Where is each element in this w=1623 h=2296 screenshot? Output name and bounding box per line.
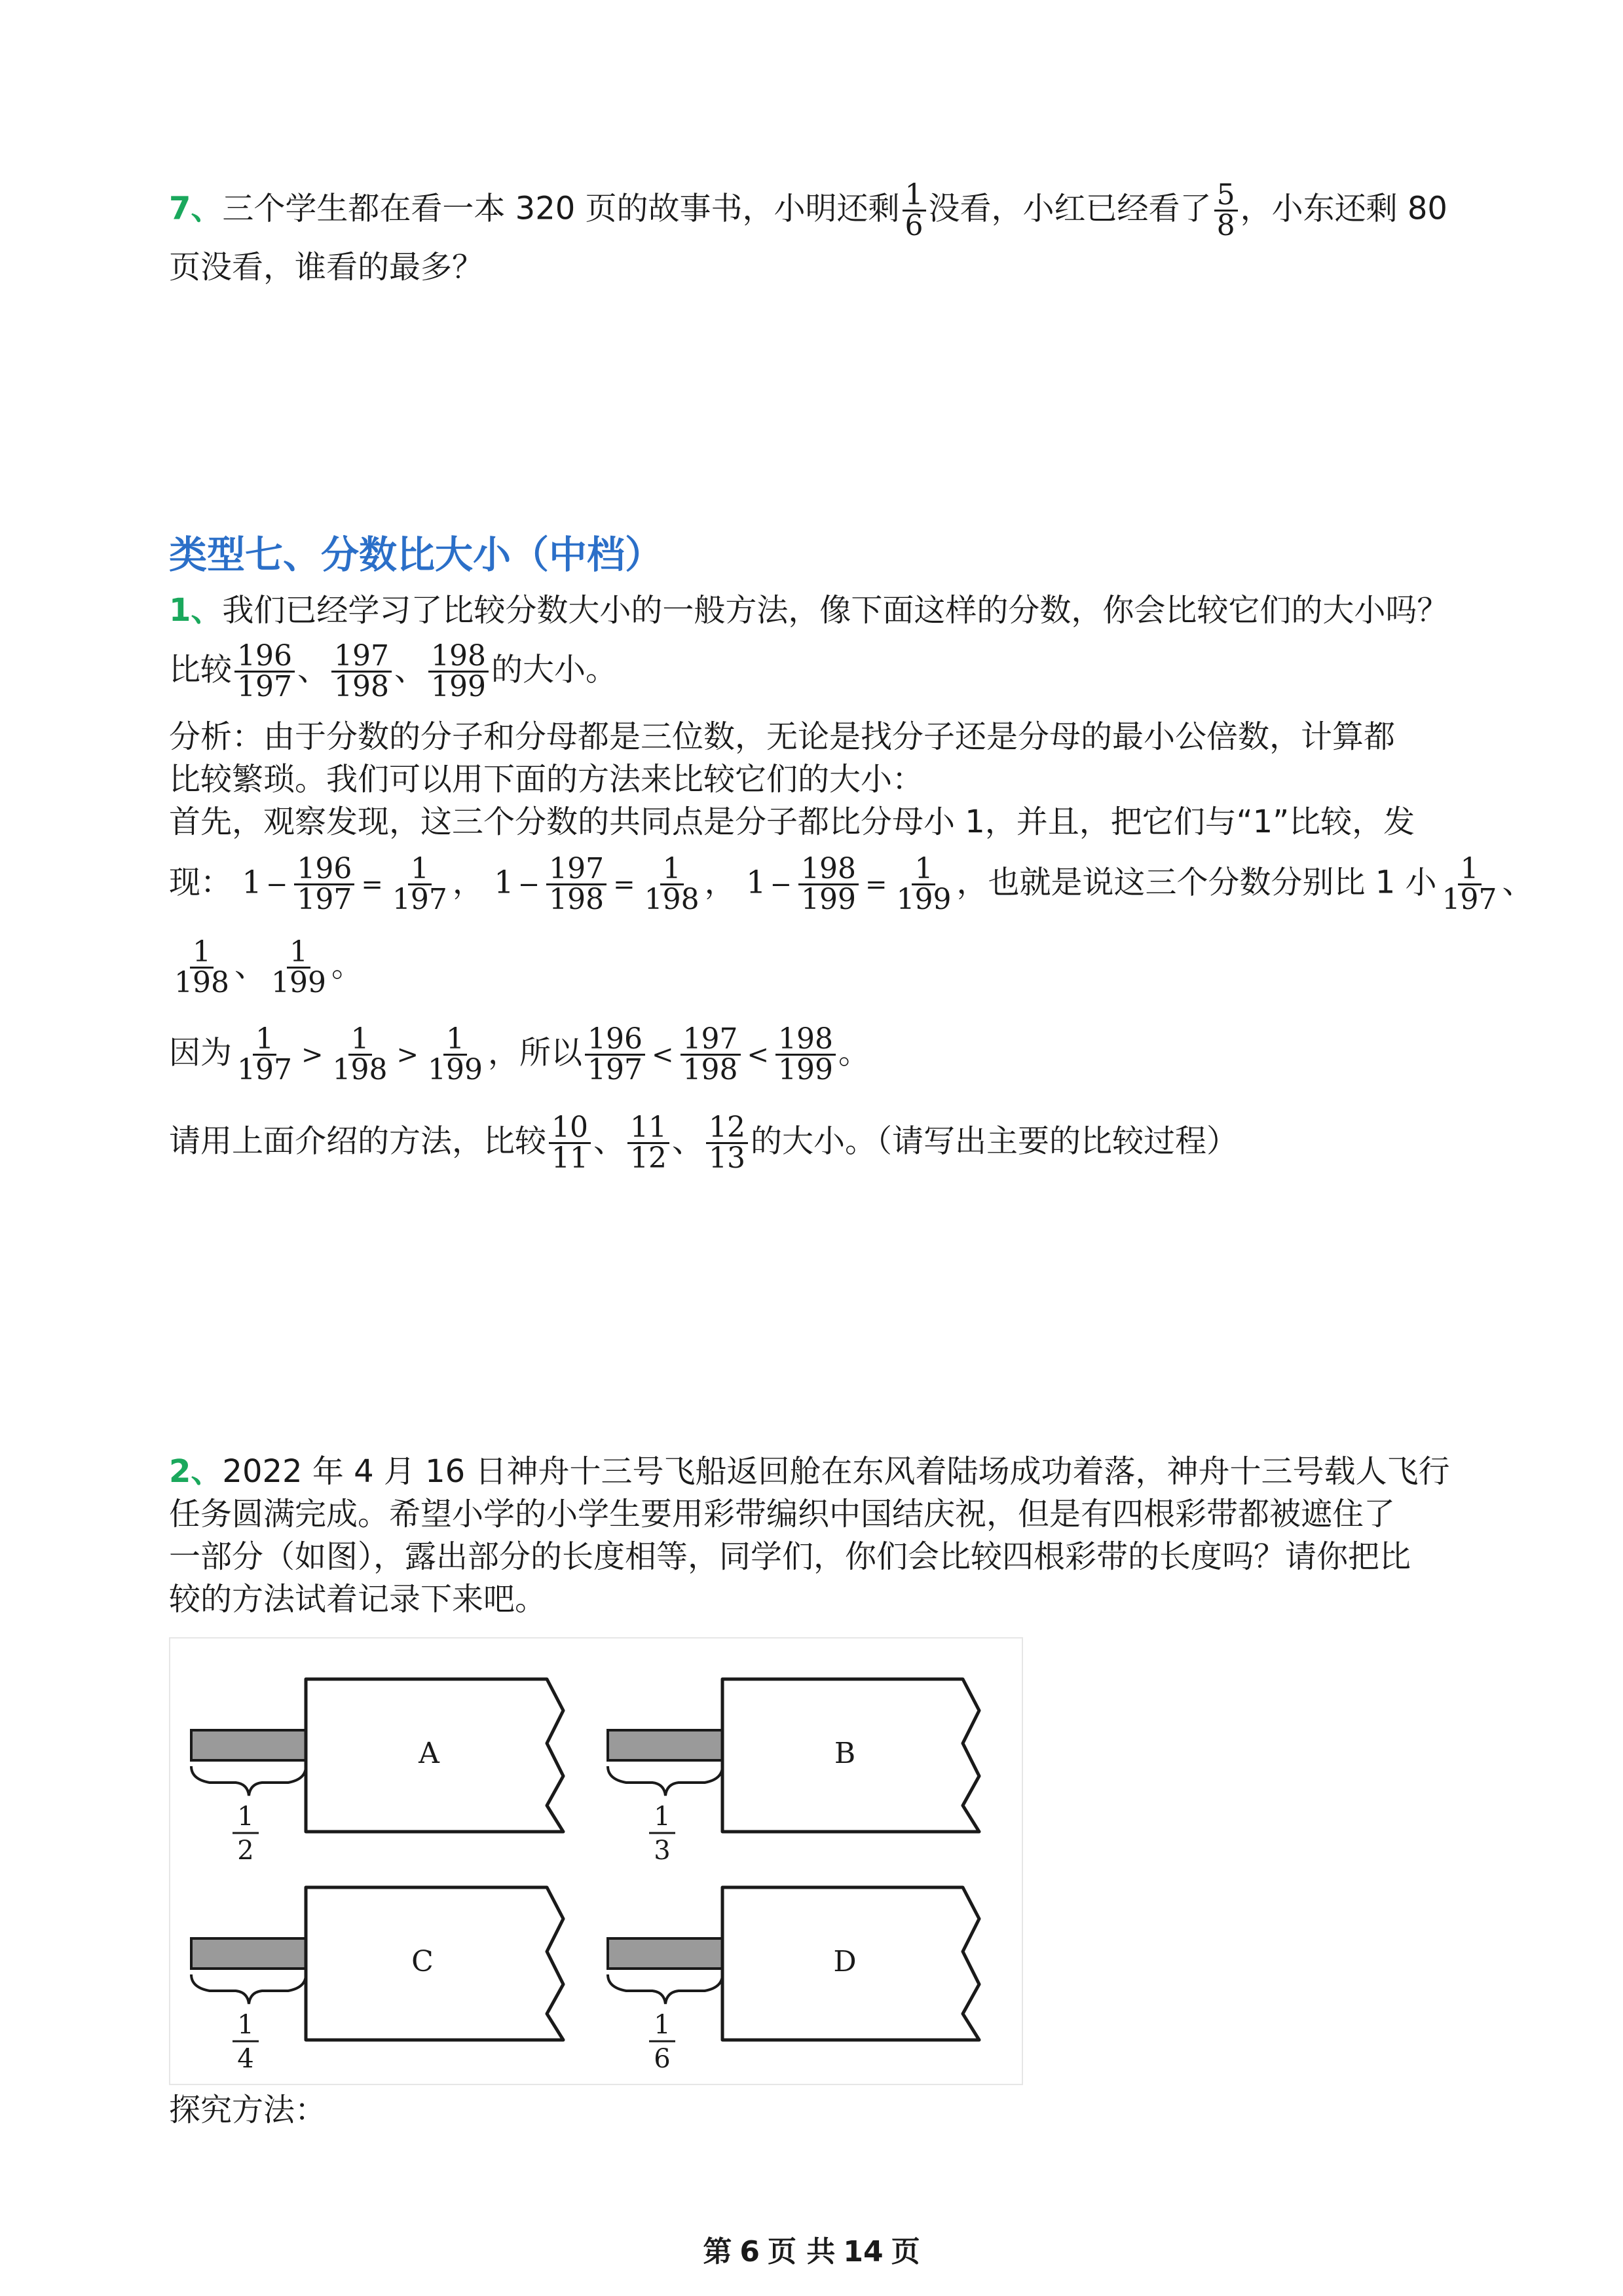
sep: 、: [672, 1122, 704, 1160]
fraction: $\frac{10}{11}$: [549, 1113, 591, 1173]
fraction: $\frac{1}{199}$: [271, 935, 326, 999]
because: 因为: [169, 1034, 233, 1071]
q2-line1: [169, 1451, 1449, 1492]
fraction: $\frac{197}{198}$: [546, 855, 606, 914]
ribbon-frac-num: 1: [237, 1802, 254, 1832]
ribbon-d: [608, 1887, 979, 2074]
fraction: $\frac{1}{197}$: [237, 1022, 292, 1086]
gt: >: [301, 1039, 324, 1070]
found-prefix: 现：: [169, 864, 233, 901]
ribbon-label-a: A: [419, 1737, 439, 1770]
compare-suffix: 的大小。: [491, 651, 618, 688]
page-footer: [0, 2228, 1623, 2270]
fraction: $\frac{5}{8}$: [1214, 181, 1238, 240]
footer-post: 页: [891, 2235, 920, 2268]
fraction: $\frac{1}{198}$: [644, 852, 700, 916]
ribbon-label-d: D: [833, 1945, 857, 1978]
ribbon-frac-num: 1: [237, 2010, 254, 2040]
because-line: [169, 1022, 870, 1086]
q2-line2: 任务圆满完成。希望小学的小学生要用彩带编织中国结庆祝，但是有四根彩带都被遮住了: [169, 1496, 1396, 1532]
q2-line1-text: 2022 年 4 月 16 日神舟十三号飞船返回舱在东风着陆场成功着落，神舟十三号载人飞行: [222, 1453, 1450, 1490]
task-suffix: 的大小。（请写出主要的比较过程）: [751, 1122, 1239, 1160]
footer-pre: 第: [703, 2235, 732, 2268]
fraction: $\frac{11}{12}$: [627, 1113, 669, 1173]
ribbon-frac-den: 3: [654, 1836, 671, 1866]
q7-text-b: 没看，小红已经看了: [928, 190, 1212, 227]
q1-intro-text: 我们已经学习了比较分数大小的一般方法，像下面这样的分数，你会比较它们的大小吗？: [222, 592, 1449, 629]
equals: =: [865, 869, 887, 900]
fraction: $\frac{1}{6}$: [903, 181, 926, 240]
minus: −: [517, 869, 540, 900]
q7-line1: [169, 178, 1447, 242]
fraction: $\frac{197}{198}$: [331, 642, 392, 701]
period: 。: [838, 1034, 870, 1071]
analysis-line1: 分析：由于分数的分子和分母都是三位数，无论是找分子还是分母的最小公倍数，计算都: [169, 718, 1396, 755]
ribbon-label-b: B: [834, 1737, 856, 1770]
comma: ，: [704, 864, 736, 901]
q2-number: 2、: [169, 1453, 223, 1490]
fraction: $\frac{198}{199}$: [428, 642, 489, 701]
fraction: $\frac{196}{197}$: [585, 1025, 645, 1084]
fraction: $\frac{198}{199}$: [775, 1025, 836, 1084]
comma: ，: [452, 864, 484, 901]
footer-mid: 页 共: [768, 2235, 836, 2268]
ribbon-diagram: [170, 1639, 1022, 2084]
q7-number: 7、: [169, 190, 223, 227]
observe-line: 首先，观察发现，这三个分数的共同点是分子都比分母小 1，并且，把它们与“1”比较，发: [169, 804, 1415, 840]
q2-line3: 一部分（如图），露出部分的长度相等，同学们，你们会比较四根彩带的长度吗？请你把比: [169, 1538, 1411, 1575]
method-label: 探究方法：: [169, 2092, 327, 2128]
section-heading: 类型七、分数比大小（中档）: [169, 532, 663, 577]
ribbon-frac-num: 1: [654, 2010, 671, 2040]
one: 1: [745, 864, 766, 901]
ribbon-b: [608, 1679, 979, 1866]
ribbon-c: [191, 1887, 563, 2074]
one: 1: [242, 864, 262, 901]
lt: <: [652, 1039, 674, 1070]
ribbon-figure: [169, 1637, 1023, 2085]
minus: −: [265, 869, 288, 900]
gt: >: [396, 1039, 419, 1070]
q1-number: 1、: [169, 592, 223, 629]
ribbon-frac-den: 6: [654, 2044, 671, 2074]
period: 。: [331, 947, 363, 984]
q7-line2: 页没看，谁看的最多？: [169, 249, 484, 286]
found-line: [169, 852, 1534, 916]
ribbon-frac-num: 1: [654, 1802, 671, 1832]
ribbon-label-c: C: [411, 1945, 434, 1978]
equals: =: [361, 869, 383, 900]
fraction: $\frac{1}{198}$: [332, 1022, 388, 1086]
sep: 、: [394, 651, 426, 688]
analysis-line2: 比较繁琐。我们可以用下面的方法来比较它们的大小：: [169, 761, 924, 798]
fraction: $\frac{196}{197}$: [294, 855, 354, 914]
ribbon-frac-den: 4: [237, 2044, 254, 2074]
minus: −: [770, 869, 792, 900]
fraction: $\frac{1}{197}$: [1442, 852, 1497, 916]
task-prefix: 请用上面介绍的方法，比较: [169, 1122, 547, 1160]
equals: =: [613, 869, 635, 900]
fraction: $\frac{1}{199}$: [896, 852, 952, 916]
fraction: $\frac{1}{197}$: [392, 852, 447, 916]
q7-text-c: ，小东还剩 80: [1240, 190, 1447, 227]
so: ，所以: [488, 1034, 583, 1071]
ribbon-a: [191, 1679, 563, 1866]
fraction: $\frac{198}{199}$: [798, 855, 859, 914]
one: 1: [494, 864, 514, 901]
sep: 、: [593, 1122, 625, 1160]
fraction: $\frac{196}{197}$: [234, 642, 295, 701]
fraction: $\frac{12}{13}$: [706, 1113, 748, 1173]
lt: <: [747, 1039, 770, 1070]
q2-line4: 较的方法试着记录下来吧。: [169, 1581, 547, 1618]
small-fracs-line: [169, 935, 363, 999]
sep: 、: [297, 651, 329, 688]
q1-compare-line: [169, 639, 618, 703]
task-line: [169, 1113, 1238, 1173]
sep: 、: [1502, 864, 1534, 901]
fraction: $\frac{1}{198}$: [174, 935, 229, 999]
sep: 、: [234, 947, 266, 984]
q1-intro: [169, 589, 1448, 631]
conclusion-text: ，也就是说这三个分数分别比 1 小: [956, 864, 1437, 901]
ribbon-frac-den: 2: [237, 1836, 254, 1866]
fraction: $\frac{1}{199}$: [428, 1022, 483, 1086]
page-number: 6: [739, 2235, 760, 2268]
compare-prefix: 比较: [169, 651, 233, 688]
page-total: 14: [843, 2235, 884, 2268]
q7-text-a: 三个学生都在看一本 320 页的故事书，小明还剩: [222, 190, 900, 227]
fraction: $\frac{197}{198}$: [681, 1025, 741, 1084]
